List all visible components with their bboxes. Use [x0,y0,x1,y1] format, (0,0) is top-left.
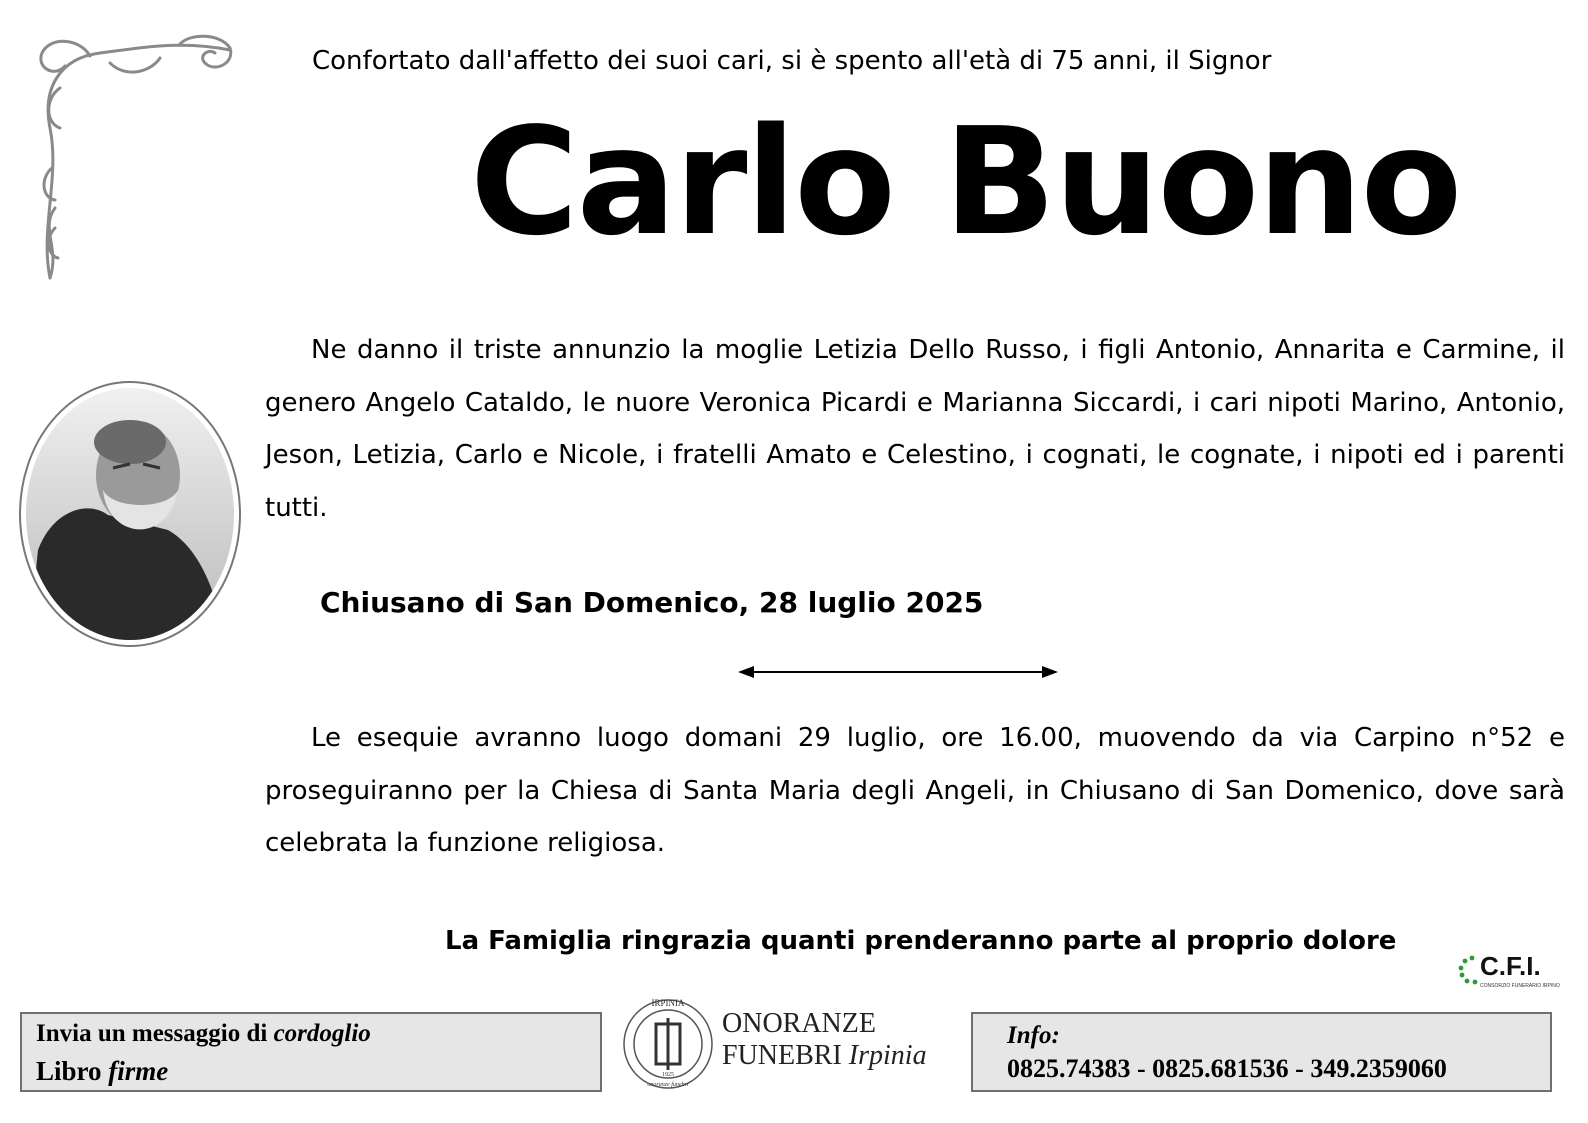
funeral-home-logo-icon [618,994,718,1094]
info-label: Info: [1007,1022,1060,1049]
logo-bottom-text: onoranze funebri [647,1082,689,1088]
funeral-home-name-plain: FUNEBRI [722,1040,849,1071]
logo-top-text: IRPINIA [651,998,685,1008]
condolence-box[interactable] [20,1012,602,1092]
info-phones[interactable]: 0825.74383 - 0825.681536 - 349.2359060 [1007,1054,1447,1083]
cfi-logo [1458,951,1558,997]
deceased-name: Carlo Buono [470,96,1461,268]
condolence-label-italic: cordoglio [273,1020,371,1047]
guestbook-label-italic: firme [108,1056,169,1086]
cfi-logo-subtitle: CONSORZIO FUNERARIO IRPINO [1480,983,1560,989]
cfi-dots-icon [1458,955,1480,985]
info-box [971,1012,1552,1092]
announcement-paragraph: Ne danno il triste annunzio la moglie Letizia Dello Russo, i figli Antonio, Annarita e Carmine, il genero Angelo Cataldo, le nuore Veronica Picardi e Marianna Siccardi, i cari nipoti Marino, Antonio, Jeson, Letizia, Carlo e Nicole, i fratelli Amato e Celestino, i cognati, le cognate, i nipoti ed i parenti tutti. [265,335,1565,523]
portrait-photo [18,380,242,648]
corner-ornament [30,28,245,286]
send-condolence-link[interactable] [36,1020,371,1048]
funeral-home-name-line1: ONORANZE [722,1008,876,1039]
intro-text: Confortato dall'affetto dei suoi cari, si è spento all'età di 75 anni, il Signor [312,46,1272,76]
guestbook-link[interactable] [36,1056,168,1087]
arrow-divider [738,662,1058,682]
funeral-paragraph: Le esequie avranno luogo domani 29 luglio, ore 16.00, muovendo da via Carpino n°52 e proseguiranno per la Chiesa di Santa Maria degli Angeli, in Chiusano di San Domenico, dove sarà celebrata la funzione religiosa. [265,723,1565,858]
cfi-logo-text: C.F.I. [1480,951,1541,981]
funeral-home-name-line2 [722,1040,927,1072]
logo-year-text: 1925 [662,1072,674,1078]
condolence-label: Invia un messaggio di [36,1020,274,1047]
guestbook-label: Libro [36,1056,109,1086]
thanks-text: La Famiglia ringrazia quanti prenderanno parte al proprio dolore [445,926,1397,956]
place-date: Chiusano di San Domenico, 28 luglio 2025 [320,586,984,619]
funeral-home-name-italic: Irpinia [848,1040,927,1071]
